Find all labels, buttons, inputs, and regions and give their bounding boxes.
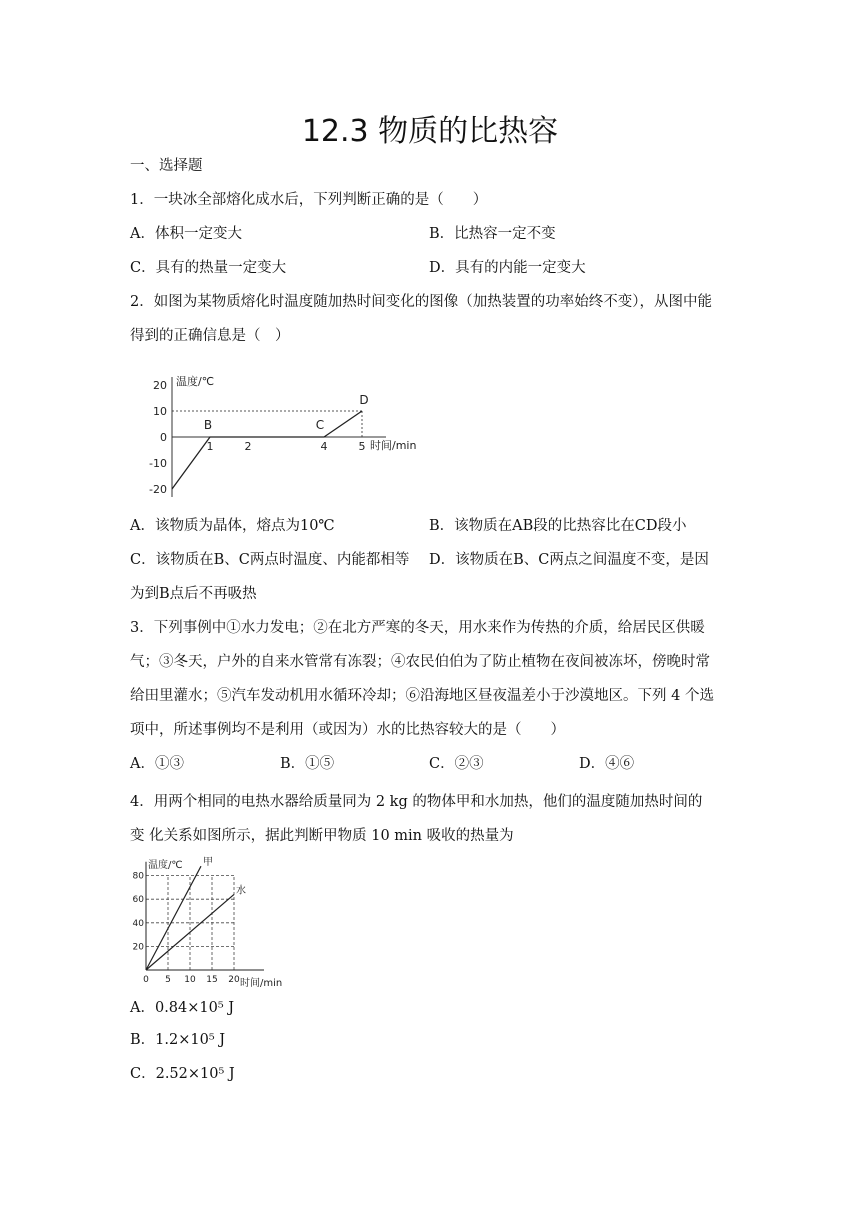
y-tick-label: 0	[160, 431, 167, 444]
q4-option-c: C．2.52×10⁵ J	[130, 1066, 235, 1082]
q1-option-a: A．体积一定变大	[130, 226, 242, 242]
q1-option-c: C．具有的热量一定变大	[130, 260, 287, 276]
page-title: 12.3 物质的比热容	[301, 114, 559, 149]
x-tick-label: 1	[206, 440, 214, 453]
y-tick-label: -10	[149, 457, 167, 470]
y-tick-label: 40	[132, 918, 144, 929]
y-tick-label: 10	[153, 405, 167, 418]
series-line	[172, 411, 362, 489]
q1-option-b: B．比热容一定不变	[429, 226, 556, 242]
q3-option-d: D．④⑥	[579, 756, 635, 772]
q1-option-d: D．具有的内能一定变大	[429, 260, 586, 276]
point-label-c: C	[315, 418, 325, 432]
point-label-b: B	[203, 418, 213, 432]
y-axis-label: 温度/℃	[176, 375, 215, 388]
q3-stem-line3: 给田里灌水；⑤汽车发动机用水循环冷却；⑥沿海地区昼夜温差小于沙漠地区。下列 4 个选	[130, 688, 714, 704]
q4-stem-line1: 4．用两个相同的电热水器给质量同为 2 kg 的物体甲和水加热，他们的温度随加热时间的	[130, 794, 703, 810]
x-tick-label: 2	[244, 440, 252, 453]
q3-option-b: B．①⑤	[280, 756, 335, 772]
y-axis-label: 温度/℃	[148, 859, 183, 871]
x-tick-label: 10	[184, 975, 196, 985]
q2-option-d-line2: 为到B点后不再吸热	[130, 586, 257, 602]
q3-stem-line4: 项中，所述事例均不是利用（或因为）水的比热容较大的是（ ）	[130, 722, 565, 738]
q3-stem-line2: 气；③冬天，户外的自来水管常有冻裂；④农民伯伯为了防止植物在夜间被冻坏，傍晚时常	[130, 654, 710, 670]
q4-stem-line2: 变 化关系如图所示，据此判断甲物质 10 min 吸收的热量为	[130, 828, 514, 844]
y-tick-label: -20	[149, 483, 167, 496]
heating-curve-chart	[128, 855, 313, 993]
point-label-d: D	[359, 393, 369, 407]
q3-option-a: A．①③	[130, 756, 184, 772]
series-label-2: 水	[236, 885, 246, 897]
q2-stem-line1: 2．如图为某物质熔化时温度随加热时间变化的图像（加热装置的功率始终不变），从图中能	[130, 294, 712, 310]
q2-option-b: B．该物质在AB段的比热容比在CD段小	[429, 518, 687, 534]
x-tick-label: 20	[228, 975, 240, 985]
x-tick-label: 5	[165, 975, 171, 985]
series-label-1: 甲	[203, 857, 213, 869]
y-tick-label: 20	[153, 379, 167, 392]
series-line-1	[146, 866, 201, 970]
q1-stem: 1．一块冰全部熔化成水后，下列判断正确的是（ ）	[130, 192, 488, 208]
q3-option-c: C．②③	[429, 756, 484, 772]
x-axis-label: 时间/min	[370, 439, 417, 452]
q3-stem-line1: 3．下列事例中①水力发电；②在北方严寒的冬天，用水来作为传热的介质，给居民区供暖	[130, 620, 705, 636]
q2-option-d-line1: D．该物质在B、C两点之间温度不变，是因	[429, 552, 709, 568]
y-tick-label: 60	[132, 895, 144, 906]
x-tick-label: 0	[143, 975, 149, 985]
x-tick-label: 4	[320, 440, 328, 453]
x-tick-label: 5	[358, 440, 366, 453]
y-tick-label: 80	[132, 871, 144, 882]
x-axis-label: 时间/min	[240, 978, 283, 989]
x-tick-label: 15	[206, 975, 218, 985]
q2-option-a: A．该物质为晶体，熔点为10℃	[130, 518, 335, 534]
y-tick-label: 20	[132, 942, 144, 953]
q4-option-b: B．1.2×10⁵ J	[130, 1032, 226, 1048]
q2-stem-line2: 得到的正确信息是（ ）	[130, 328, 290, 344]
q2-option-c: C．该物质在B、C两点时温度、内能都相等	[130, 552, 410, 568]
section-heading: 一、选择题	[130, 158, 203, 174]
melting-curve-chart	[130, 365, 417, 505]
q4-option-a: A．0.84×10⁵ J	[130, 1000, 235, 1016]
